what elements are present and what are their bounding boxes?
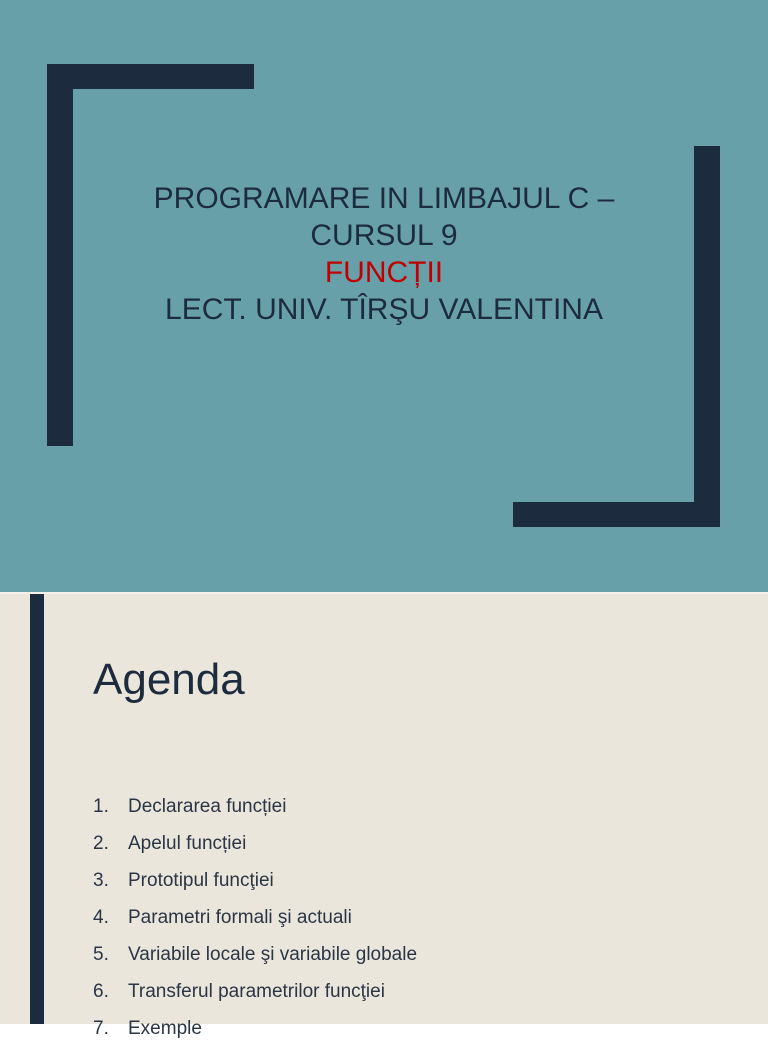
agenda-item-number: 3.	[93, 870, 109, 891]
bracket-bottom-right-horizontal	[513, 502, 720, 527]
agenda-item	[93, 793, 417, 830]
agenda-item	[93, 830, 417, 867]
agenda-item	[93, 867, 417, 904]
title-line-course: PROGRAMARE IN LIMBAJUL C –	[153, 182, 615, 215]
agenda-item-number: 4.	[93, 907, 109, 928]
agenda-item-text: Parametri formali şi actuali	[128, 907, 352, 928]
agenda-heading: Agenda	[93, 655, 245, 704]
agenda-item-number: 7.	[93, 1018, 109, 1039]
bracket-top-left-horizontal	[47, 64, 254, 89]
agenda-item-text: Exemple	[128, 1018, 202, 1039]
bracket-top-left-vertical	[47, 64, 73, 446]
agenda-item-text: Declararea funcției	[128, 796, 287, 817]
slide-title	[90, 180, 678, 328]
agenda-item	[93, 978, 417, 1015]
agenda-item	[93, 904, 417, 941]
accent-bar	[30, 594, 44, 1024]
agenda-list	[93, 793, 417, 1052]
agenda-item-text: Apelul funcției	[128, 833, 247, 854]
bracket-bottom-right-vertical	[694, 146, 720, 527]
agenda-item-text: Variabile locale şi variabile globale	[128, 944, 418, 965]
agenda-item	[93, 941, 417, 978]
title-line-lecture-number: CURSUL 9	[310, 219, 458, 252]
agenda-item-text: Transferul parametrilor funcţiei	[128, 981, 385, 1002]
agenda-item-number: 6.	[93, 981, 109, 1002]
agenda-item	[93, 1015, 417, 1052]
agenda-item-text: Prototipul funcţiei	[128, 870, 274, 891]
title-line-topic: FUNCȚII	[324, 256, 444, 289]
agenda-item-number: 1.	[93, 796, 109, 817]
agenda-item-number: 5.	[93, 944, 109, 965]
agenda-item-number: 2.	[93, 833, 109, 854]
title-line-lecturer: LECT. UNIV. TÎRŞU VALENTINA	[165, 293, 603, 326]
agenda-slide	[0, 594, 768, 1039]
